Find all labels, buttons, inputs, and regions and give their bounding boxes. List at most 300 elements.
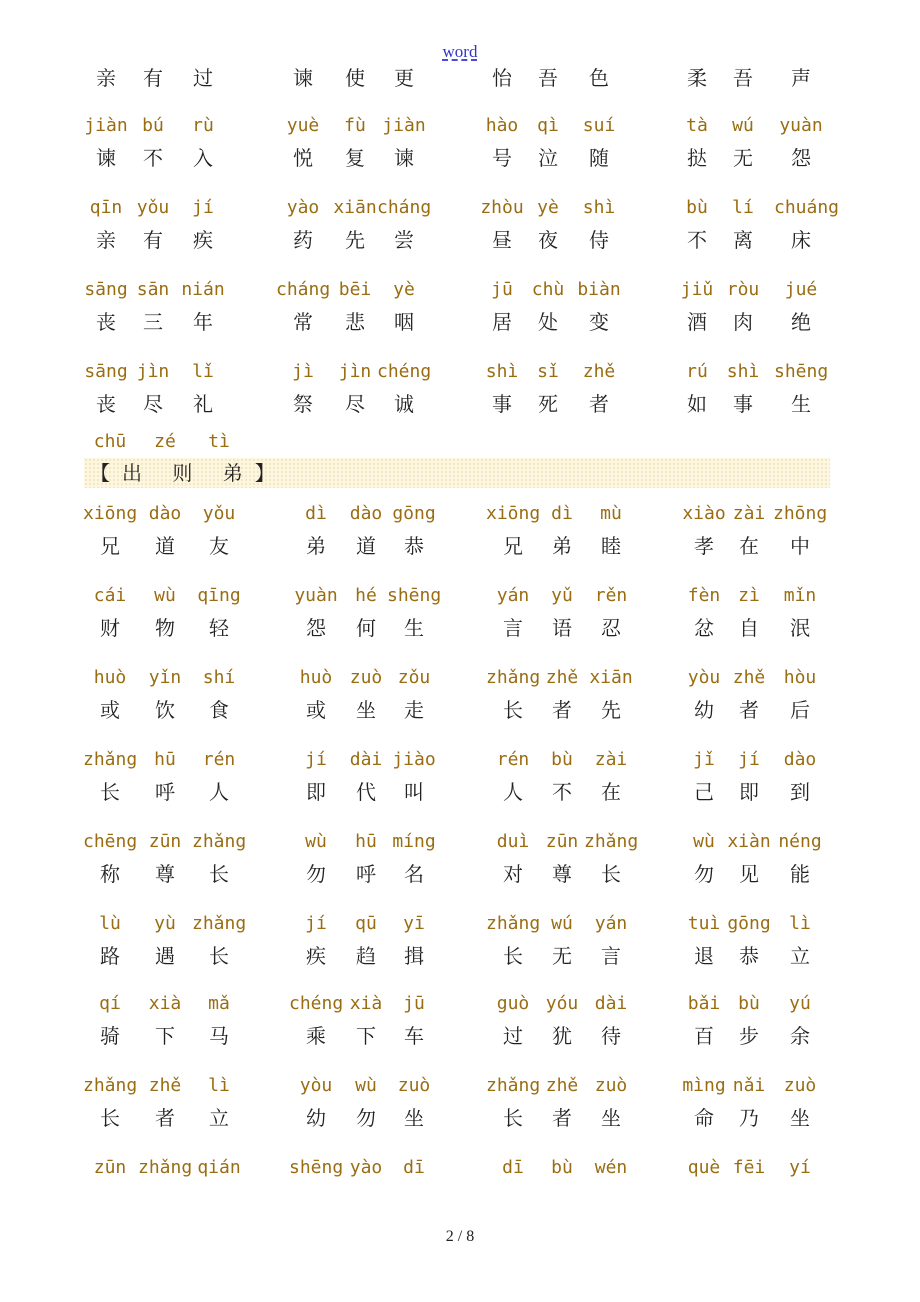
hanzi-char: 谏: [96, 146, 116, 170]
pinyin-syllable: zhǎng: [192, 831, 247, 852]
hanzi-char: 无: [552, 944, 572, 968]
hanzi-char: 弟: [306, 534, 326, 558]
hanzi-char: 对: [503, 862, 523, 886]
pinyin-syllable: yào: [286, 197, 320, 218]
pinyin-syllable: rú: [686, 361, 708, 382]
hanzi-char: 生: [404, 616, 424, 640]
hanzi-row: [0, 306, 920, 338]
hanzi-char: 复: [345, 146, 365, 170]
hanzi-char: 待: [601, 1024, 621, 1048]
hanzi-char: 不: [552, 780, 572, 804]
hanzi-char: 居: [492, 310, 512, 334]
hanzi-char: 变: [589, 310, 609, 334]
hanzi-char: 柔: [687, 66, 707, 90]
pinyin-syllable: yòu: [299, 1075, 333, 1096]
hanzi-char: 路: [100, 944, 120, 968]
hanzi-char: 过: [503, 1024, 523, 1048]
hanzi-char: 尽: [143, 392, 163, 416]
pinyin-syllable: zhǎng: [192, 913, 247, 934]
hanzi-char: 过: [193, 66, 213, 90]
pinyin-syllable: yuàn: [294, 585, 338, 606]
pinyin-syllable: chuáng: [774, 197, 840, 218]
hanzi-char: 名: [404, 862, 424, 886]
pinyin-syllable: dào: [783, 749, 817, 770]
pinyin-syllable: dì: [551, 503, 573, 524]
hanzi-char: 人: [503, 780, 523, 804]
hanzi-char: 物: [155, 616, 175, 640]
hanzi-char: 即: [739, 780, 759, 804]
pinyin-syllable: zài: [732, 503, 766, 524]
hanzi-char: 者: [552, 1106, 572, 1130]
hanzi-char: 者: [552, 698, 572, 722]
pinyin-syllable: sān: [136, 279, 170, 300]
hanzi-char: 处: [538, 310, 558, 334]
pinyin-syllable: zhě: [545, 1075, 579, 1096]
pinyin-syllable: jiào: [392, 749, 436, 770]
hanzi-char: 立: [790, 944, 810, 968]
pinyin-syllable: zuò: [594, 1075, 628, 1096]
hanzi-char: 夜: [538, 228, 558, 252]
hanzi-char: 见: [739, 862, 759, 886]
hanzi-char: 酒: [687, 310, 707, 334]
pinyin-syllable: tà: [686, 115, 708, 136]
pinyin-syllable: chéng: [377, 361, 432, 382]
pinyin-row: [0, 1152, 920, 1184]
pinyin-row: [0, 662, 920, 694]
pinyin-syllable: shēng: [774, 361, 829, 382]
pinyin-syllable: xiōng: [83, 503, 138, 524]
hanzi-char: 人: [209, 780, 229, 804]
hanzi-char: 泣: [538, 146, 558, 170]
pinyin-syllable: dài: [349, 749, 383, 770]
hanzi-char: 马: [209, 1024, 229, 1048]
pinyin-syllable: wù: [355, 1075, 377, 1096]
pinyin-syllable: tì: [208, 431, 230, 452]
hanzi-char: 无: [733, 146, 753, 170]
hanzi-char: 不: [143, 146, 163, 170]
hanzi-char: 食: [209, 698, 229, 722]
hanzi-row: [0, 776, 920, 808]
pinyin-syllable: dào: [148, 503, 182, 524]
hanzi-char: 丧: [96, 392, 116, 416]
hanzi-char: 有: [143, 66, 163, 90]
pinyin-syllable: rěn: [594, 585, 628, 606]
pinyin-syllable: jí: [305, 913, 327, 934]
pinyin-syllable: mìng: [682, 1075, 726, 1096]
hanzi-char: 吾: [733, 66, 753, 90]
hanzi-char: 怡: [492, 66, 512, 90]
hanzi-char: 饮: [155, 698, 175, 722]
pinyin-syllable: zǒu: [397, 667, 431, 688]
hanzi-char: 乃: [739, 1106, 759, 1130]
hanzi-char: 自: [739, 616, 759, 640]
pinyin-syllable: yè: [537, 197, 559, 218]
pinyin-syllable: bù: [551, 749, 573, 770]
hanzi-char: 不: [687, 228, 707, 252]
hanzi-char: 何: [356, 616, 376, 640]
pinyin-syllable: jué: [784, 279, 818, 300]
hanzi-char: 犹: [552, 1024, 572, 1048]
hanzi-char: 呼: [356, 862, 376, 886]
pinyin-syllable: yuè: [286, 115, 320, 136]
hanzi-char: 称: [100, 862, 120, 886]
pinyin-syllable: bù: [738, 993, 760, 1014]
hanzi-char: 友: [209, 534, 229, 558]
pinyin-syllable: hé: [355, 585, 377, 606]
pinyin-syllable: huò: [93, 667, 127, 688]
hanzi-char: 忍: [601, 616, 621, 640]
hanzi-char: 绝: [791, 310, 811, 334]
pinyin-syllable: ròu: [726, 279, 760, 300]
pinyin-syllable: yòu: [687, 667, 721, 688]
pinyin-syllable: chéng: [289, 993, 344, 1014]
pinyin-syllable: zì: [738, 585, 760, 606]
hanzi-row: [0, 940, 920, 972]
pinyin-syllable: qì: [537, 115, 559, 136]
hanzi-row: [0, 1102, 920, 1134]
pinyin-syllable: dào: [349, 503, 383, 524]
hanzi-char: 道: [356, 534, 376, 558]
hanzi-char: 命: [694, 1106, 714, 1130]
pinyin-syllable: qū: [355, 913, 377, 934]
hanzi-char: 恭: [404, 534, 424, 558]
pinyin-syllable: qīn: [89, 197, 123, 218]
hanzi-char: 呼: [155, 780, 175, 804]
hanzi-char: 昼: [492, 228, 512, 252]
pinyin-syllable: zhě: [582, 361, 616, 382]
pinyin-syllable: yǒu: [136, 197, 170, 218]
pinyin-syllable: suí: [582, 115, 616, 136]
hanzi-char: 尊: [552, 862, 572, 886]
pinyin-syllable: rén: [496, 749, 530, 770]
hanzi-char: 事: [492, 392, 512, 416]
pinyin-syllable: zūn: [545, 831, 579, 852]
hanzi-char: 勿: [306, 862, 326, 886]
hanzi-char: 常: [293, 310, 313, 334]
pinyin-syllable: zhòu: [480, 197, 524, 218]
hanzi-char: 坐: [601, 1106, 621, 1130]
hanzi-char: 下: [356, 1024, 376, 1048]
pinyin-syllable: jū: [491, 279, 513, 300]
pinyin-row: [0, 498, 920, 530]
pinyin-syllable: yóu: [545, 993, 579, 1014]
pinyin-syllable: duì: [496, 831, 530, 852]
hanzi-char: 挞: [687, 146, 707, 170]
pinyin-syllable: bǎi: [687, 993, 721, 1014]
hanzi-char: 丧: [96, 310, 116, 334]
pinyin-row: [0, 426, 920, 458]
hanzi-char: 语: [552, 616, 572, 640]
hanzi-char: 幼: [694, 698, 714, 722]
pinyin-syllable: zhǎng: [83, 749, 138, 770]
hanzi-char: 疾: [193, 228, 213, 252]
pinyin-row: [0, 274, 920, 306]
pinyin-row: [0, 580, 920, 612]
pinyin-syllable: chēng: [83, 831, 138, 852]
hanzi-char: 立: [209, 1106, 229, 1130]
hanzi-char: 后: [790, 698, 810, 722]
pinyin-syllable: xiōng: [486, 503, 541, 524]
hanzi-char: 遇: [155, 944, 175, 968]
hanzi-char: 如: [687, 392, 707, 416]
hanzi-char: 死: [538, 392, 558, 416]
pinyin-row: [0, 908, 920, 940]
hanzi-char: 财: [100, 616, 120, 640]
pinyin-syllable: néng: [778, 831, 822, 852]
hanzi-char: 长: [601, 862, 621, 886]
pinyin-syllable: yán: [496, 585, 530, 606]
pinyin-syllable: sǐ: [537, 361, 559, 382]
hanzi-char: 悲: [345, 310, 365, 334]
pinyin-syllable: tuì: [687, 913, 721, 934]
pinyin-syllable: yǐn: [148, 667, 182, 688]
pinyin-syllable: qí: [99, 993, 121, 1014]
pinyin-syllable: jiàn: [84, 115, 128, 136]
hanzi-char: 趋: [356, 944, 376, 968]
hanzi-char: 坐: [790, 1106, 810, 1130]
pinyin-syllable: mù: [600, 503, 622, 524]
pinyin-syllable: lí: [732, 197, 754, 218]
pinyin-syllable: nǎi: [732, 1075, 766, 1096]
pinyin-syllable: shì: [485, 361, 519, 382]
hanzi-char: 泯: [790, 616, 810, 640]
hanzi-char: 到: [790, 780, 810, 804]
pinyin-syllable: sāng: [84, 361, 128, 382]
hanzi-char: 尊: [155, 862, 175, 886]
hanzi-char: 者: [739, 698, 759, 722]
pinyin-row: [0, 826, 920, 858]
hanzi-char: 忿: [694, 616, 714, 640]
pinyin-syllable: cháng: [276, 279, 331, 300]
hanzi-char: 坐: [356, 698, 376, 722]
pinyin-syllable: fèn: [687, 585, 721, 606]
hanzi-char: 道: [155, 534, 175, 558]
pinyin-syllable: xià: [349, 993, 383, 1014]
hanzi-char: 悦: [293, 146, 313, 170]
pinyin-syllable: bú: [142, 115, 164, 136]
pinyin-syllable: yù: [154, 913, 176, 934]
hanzi-char: 乘: [306, 1024, 326, 1048]
pinyin-syllable: shì: [582, 197, 616, 218]
pinyin-syllable: xiàn: [727, 831, 771, 852]
hanzi-char: 更: [394, 66, 414, 90]
hanzi-char: 谏: [394, 146, 414, 170]
hanzi-char: 生: [791, 392, 811, 416]
header-word-link[interactable]: word: [442, 42, 478, 61]
pinyin-syllable: dì: [305, 503, 327, 524]
pinyin-syllable: yào: [349, 1157, 383, 1178]
hanzi-char: 长: [503, 944, 523, 968]
pinyin-row: [0, 356, 920, 388]
hanzi-char: 咽: [394, 310, 414, 334]
hanzi-char: 即: [306, 780, 326, 804]
pinyin-syllable: dài: [594, 993, 628, 1014]
hanzi-char: 长: [100, 780, 120, 804]
hanzi-char: 弟: [552, 534, 572, 558]
hanzi-char: 步: [739, 1024, 759, 1048]
hanzi-row: [0, 388, 920, 420]
pinyin-syllable: jìn: [136, 361, 170, 382]
pinyin-syllable: wú: [551, 913, 573, 934]
hanzi-char: 尝: [394, 228, 414, 252]
pinyin-row: [0, 744, 920, 776]
hanzi-char: 谏: [293, 66, 313, 90]
pinyin-row: [0, 110, 920, 142]
hanzi-row: [0, 612, 920, 644]
hanzi-char: 药: [293, 228, 313, 252]
hanzi-char: 幼: [306, 1106, 326, 1130]
pinyin-syllable: zuò: [397, 1075, 431, 1096]
hanzi-char: 代: [356, 780, 376, 804]
pinyin-syllable: jìn: [338, 361, 372, 382]
hanzi-char: 能: [790, 862, 810, 886]
hanzi-char: 兄: [503, 534, 523, 558]
hanzi-char: 礼: [193, 392, 213, 416]
pinyin-syllable: wù: [305, 831, 327, 852]
hanzi-row: [0, 62, 920, 94]
pinyin-syllable: fēi: [732, 1157, 766, 1178]
pinyin-syllable: yuàn: [779, 115, 823, 136]
hanzi-char: 床: [791, 228, 811, 252]
hanzi-char: 坐: [404, 1106, 424, 1130]
hanzi-char: 色: [589, 66, 609, 90]
hanzi-char: 亲: [96, 228, 116, 252]
hanzi-char: 怨: [306, 616, 326, 640]
hanzi-char: 祭: [293, 392, 313, 416]
hanzi-char: 恭: [739, 944, 759, 968]
pinyin-syllable: zuò: [783, 1075, 817, 1096]
hanzi-char: 疾: [306, 944, 326, 968]
pinyin-syllable: wù: [154, 585, 176, 606]
pinyin-syllable: hào: [485, 115, 519, 136]
pinyin-syllable: qīng: [197, 585, 241, 606]
hanzi-char: 先: [345, 228, 365, 252]
hanzi-char: 轻: [209, 616, 229, 640]
hanzi-char: 下: [155, 1024, 175, 1048]
hanzi-char: 随: [589, 146, 609, 170]
pinyin-syllable: zhōng: [773, 503, 828, 524]
hanzi-char: 车: [404, 1024, 424, 1048]
hanzi-char: 言: [601, 944, 621, 968]
pinyin-syllable: xiào: [682, 503, 726, 524]
hanzi-char: 长: [503, 1106, 523, 1130]
hanzi-char: 吾: [538, 66, 558, 90]
pinyin-syllable: jiǔ: [680, 279, 714, 300]
pinyin-syllable: jū: [403, 993, 425, 1014]
pinyin-syllable: xià: [148, 993, 182, 1014]
hanzi-char: 揖: [404, 944, 424, 968]
hanzi-char: 在: [601, 780, 621, 804]
pinyin-syllable: xiān: [589, 667, 633, 688]
pinyin-syllable: rù: [192, 115, 214, 136]
pinyin-syllable: chù: [531, 279, 565, 300]
pinyin-syllable: zhě: [732, 667, 766, 688]
pinyin-syllable: chū: [93, 431, 127, 452]
pinyin-syllable: cháng: [377, 197, 432, 218]
pinyin-row: [0, 988, 920, 1020]
pinyin-syllable: zhǎng: [138, 1157, 193, 1178]
hanzi-char: 年: [193, 310, 213, 334]
pinyin-syllable: dī: [502, 1157, 524, 1178]
pinyin-syllable: zūn: [93, 1157, 127, 1178]
hanzi-char: 使: [345, 66, 365, 90]
pinyin-syllable: bù: [551, 1157, 573, 1178]
hanzi-char: 三: [143, 310, 163, 334]
pinyin-syllable: fù: [344, 115, 366, 136]
hanzi-char: 勿: [356, 1106, 376, 1130]
hanzi-char: 叫: [404, 780, 424, 804]
pinyin-row: [0, 1070, 920, 1102]
hanzi-char: 骑: [100, 1024, 120, 1048]
hanzi-char: 长: [100, 1106, 120, 1130]
hanzi-char: 侍: [589, 228, 609, 252]
hanzi-char: 长: [209, 944, 229, 968]
pinyin-syllable: lì: [789, 913, 811, 934]
hanzi-char: 怨: [791, 146, 811, 170]
pinyin-syllable: mǎ: [208, 993, 230, 1014]
pinyin-syllable: zhǎng: [486, 913, 541, 934]
pinyin-syllable: shì: [726, 361, 760, 382]
hanzi-char: 离: [733, 228, 753, 252]
hanzi-char: 中: [790, 534, 810, 558]
hanzi-row: [0, 224, 920, 256]
pinyin-syllable: zhǎng: [584, 831, 639, 852]
hanzi-row: [0, 530, 920, 562]
pinyin-syllable: wú: [732, 115, 754, 136]
pinyin-syllable: jí: [738, 749, 760, 770]
pinyin-syllable: cái: [93, 585, 127, 606]
pinyin-syllable: rén: [202, 749, 236, 770]
pinyin-syllable: huò: [299, 667, 333, 688]
section-title: 【出 则 弟】: [90, 461, 287, 485]
hanzi-char: 诚: [394, 392, 414, 416]
hanzi-row: [0, 142, 920, 174]
hanzi-char: 有: [143, 228, 163, 252]
hanzi-row: [0, 858, 920, 890]
pinyin-syllable: yè: [393, 279, 415, 300]
pinyin-syllable: yǒu: [202, 503, 236, 524]
pinyin-syllable: zūn: [148, 831, 182, 852]
hanzi-char: 肉: [733, 310, 753, 334]
pinyin-syllable: zé: [154, 431, 176, 452]
pinyin-syllable: gōng: [392, 503, 436, 524]
pinyin-syllable: yú: [789, 993, 811, 1014]
pinyin-syllable: wén: [594, 1157, 628, 1178]
pinyin-syllable: míng: [392, 831, 436, 852]
pinyin-syllable: shēng: [289, 1157, 344, 1178]
hanzi-char: 孝: [694, 534, 714, 558]
pinyin-syllable: jí: [305, 749, 327, 770]
hanzi-char: 勿: [694, 862, 714, 886]
pinyin-syllable: guò: [496, 993, 530, 1014]
hanzi-char: 己: [694, 780, 714, 804]
pinyin-syllable: jǐ: [693, 749, 715, 770]
pinyin-syllable: yán: [594, 913, 628, 934]
pinyin-syllable: lì: [208, 1075, 230, 1096]
hanzi-char: 入: [193, 146, 213, 170]
hanzi-char: 亲: [96, 66, 116, 90]
hanzi-char: 言: [503, 616, 523, 640]
pinyin-syllable: shí: [202, 667, 236, 688]
pinyin-syllable: zài: [594, 749, 628, 770]
hanzi-char: 声: [791, 66, 811, 90]
pinyin-syllable: biàn: [577, 279, 621, 300]
hanzi-char: 号: [492, 146, 512, 170]
pinyin-syllable: hū: [355, 831, 377, 852]
pinyin-syllable: shēng: [387, 585, 442, 606]
pinyin-syllable: lǐ: [192, 361, 214, 382]
pinyin-syllable: xiān: [333, 197, 377, 218]
